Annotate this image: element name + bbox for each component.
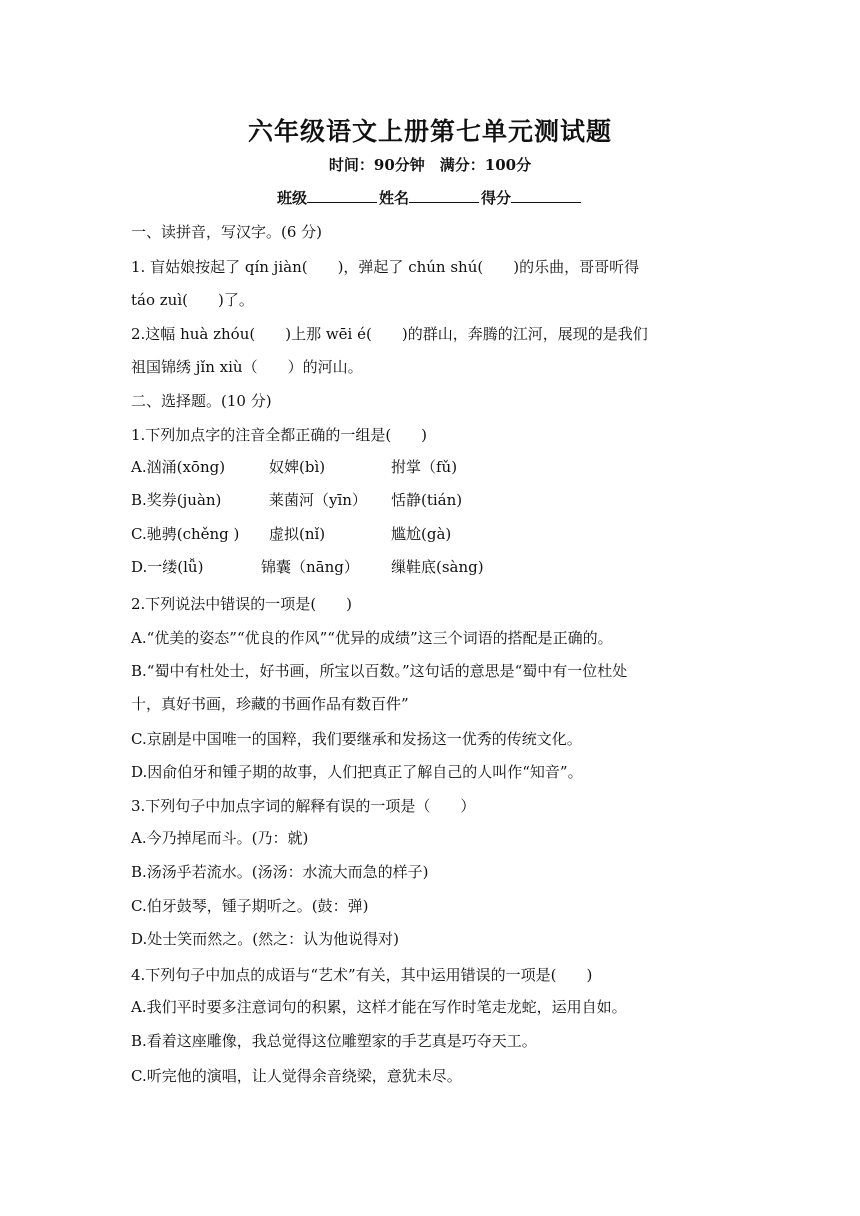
option-text: 拊掌（fǔ) bbox=[391, 458, 458, 476]
option-text: A.“优美的姿态”“优良的作风”“优异的成绩”这三个词语的搭配是正确的。 bbox=[131, 629, 613, 647]
question-text: 3.下列句子中加点字词的解释有误的一项是（ ） bbox=[131, 797, 476, 815]
option-text: 尴尬(gà) bbox=[391, 525, 452, 543]
option-text: B.“蜀中有杜处士，好书画，所宝以百数。”这句话的意思是“蜀中有一位杜处 bbox=[131, 662, 628, 680]
score-blank[interactable] bbox=[511, 188, 581, 203]
page-title: 六年级语文上册第七单元测试题 bbox=[247, 117, 612, 146]
question-text: 2.这幅 huà zhóu( )上那 wēi é( )的群山，奔腾的江河，展现的是我们 bbox=[131, 325, 648, 343]
option-text: 缫鞋底(sàng) bbox=[391, 558, 484, 576]
option-row bbox=[131, 457, 457, 477]
option-text: D.因俞伯牙和锺子期的故事，人们把真正了解自己的人叫作“知音”。 bbox=[131, 763, 583, 781]
question-text: 4.下列句子中加点的成语与“艺术”有关，其中运用错误的一项是( ) bbox=[131, 966, 593, 984]
name-label: 姓名 bbox=[378, 189, 409, 207]
option-text: C.伯牙鼓琴，锺子期听之。(鼓：弹) bbox=[131, 897, 369, 915]
option-text: C.听完他的演唱，让人觉得余音绕梁，意犹未尽。 bbox=[131, 1067, 462, 1085]
option-text: D.处士笑而然之。(然之：认为他说得对) bbox=[131, 930, 399, 948]
name-blank[interactable] bbox=[409, 188, 479, 203]
question-text: táo zuì( )了。 bbox=[131, 291, 254, 309]
section-heading: 二、选择题。(10 分) bbox=[131, 392, 272, 410]
option-row bbox=[131, 557, 484, 577]
option-text: 莱菌河（yīn） bbox=[269, 491, 367, 509]
exam-meta: 时间：90分钟 满分：100分 bbox=[328, 156, 532, 174]
option-row bbox=[131, 490, 462, 510]
option-text: D.一缕(lǚ) bbox=[131, 558, 204, 576]
option-text: B.汤汤乎若流水。(汤汤：水流大而急的样子) bbox=[131, 863, 429, 881]
option-text: 十，真好书画，珍藏的书画作品有数百件” bbox=[131, 695, 409, 713]
option-text: A.我们平时要多注意词句的积累，这样才能在写作时笔走龙蛇，运用自如。 bbox=[131, 998, 627, 1016]
option-row bbox=[131, 524, 451, 544]
option-text: 恬静(tián) bbox=[391, 491, 463, 509]
question-text: 2.下列说法中错误的一项是( ) bbox=[131, 595, 353, 613]
question-text: 祖国锦绣 jǐn xiù（ ）的河山。 bbox=[131, 358, 363, 376]
option-text: A.今乃掉尾而斗。(乃：就) bbox=[131, 829, 309, 847]
option-text: C.京剧是中国唯一的国粹，我们要继承和发扬这一优秀的传统文化。 bbox=[131, 730, 582, 748]
option-text: 锦囊（nāng） bbox=[261, 558, 359, 576]
class-blank[interactable] bbox=[307, 188, 377, 203]
question-text: 1.下列加点字的注音全都正确的一组是( ) bbox=[131, 426, 428, 444]
option-text: B.奖券(juàn) bbox=[131, 491, 222, 509]
option-text: 虚拟(nǐ) bbox=[269, 525, 326, 543]
question-text: 1. 盲姑娘按起了 qín jiàn( )，弹起了 chún shú( )的乐曲，哥哥听得 bbox=[131, 258, 640, 276]
score-label: 得分 bbox=[481, 189, 512, 207]
class-label: 班级 bbox=[276, 189, 307, 207]
section-heading: 一、读拼音，写汉字。(6 分) bbox=[131, 223, 323, 241]
option-text: B.看着这座雕像，我总觉得这位雕塑家的手艺真是巧夺天工。 bbox=[131, 1032, 537, 1050]
option-text: 奴婢(bì) bbox=[269, 458, 326, 476]
option-text: C.驰骋(chěng ) bbox=[131, 525, 240, 543]
option-text: A.汹涌(xōng) bbox=[131, 458, 226, 476]
student-info-fields bbox=[0, 187, 860, 208]
